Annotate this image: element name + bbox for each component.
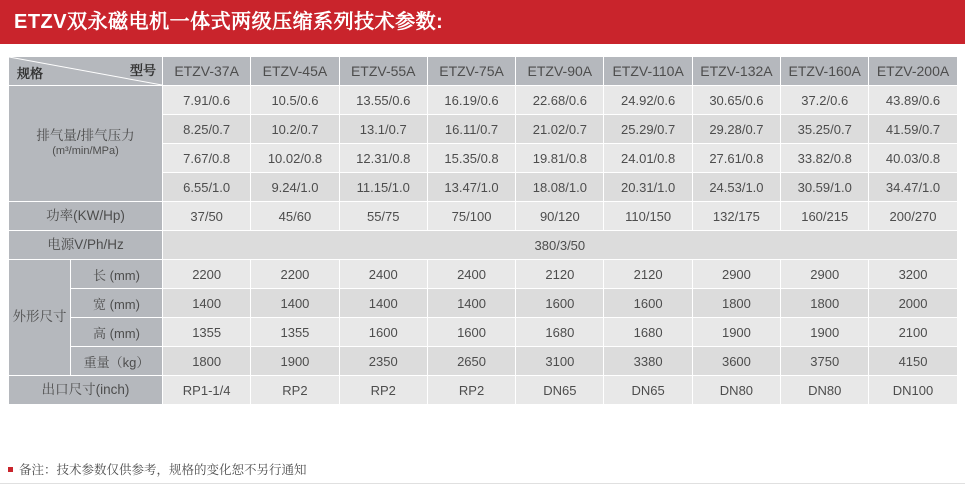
outlet-c5: DN65	[516, 376, 604, 405]
weight-c4: 2650	[427, 347, 515, 376]
height-c3: 1600	[339, 318, 427, 347]
outlet-c7: DN80	[692, 376, 780, 405]
power-c2: 45/60	[251, 202, 339, 231]
power-c1: 37/50	[163, 202, 251, 231]
width-c4: 1400	[427, 289, 515, 318]
row-label-power: 功率(KW/Hp)	[9, 202, 163, 231]
power-c4: 75/100	[427, 202, 515, 231]
corner-header-cell	[9, 57, 163, 86]
width-c9: 2000	[869, 289, 957, 318]
power-c6: 110/150	[604, 202, 692, 231]
capacity-r4-c3: 11.15/1.0	[339, 173, 427, 202]
capacity-r3-c3: 12.31/0.8	[339, 144, 427, 173]
row-label-capacity-unit: (m³/min/MPa)	[52, 145, 119, 158]
length-c5: 2120	[516, 260, 604, 289]
row-label-dimensions-group: 外形尺寸	[9, 260, 71, 376]
capacity-r4-c8: 30.59/1.0	[781, 173, 869, 202]
length-c3: 2400	[339, 260, 427, 289]
outlet-c8: DN80	[781, 376, 869, 405]
row-label-outlet: 出口尺寸(inch)	[9, 376, 163, 405]
height-c1: 1355	[163, 318, 251, 347]
capacity-r3-c8: 33.82/0.8	[781, 144, 869, 173]
model-header-2: ETZV-45A	[251, 57, 339, 86]
outlet-c9: DN100	[869, 376, 957, 405]
width-c3: 1400	[339, 289, 427, 318]
row-label-height: 高 (mm)	[71, 318, 163, 347]
weight-c3: 2350	[339, 347, 427, 376]
height-c5: 1680	[516, 318, 604, 347]
capacity-r4-c1: 6.55/1.0	[163, 173, 251, 202]
capacity-r3-c6: 24.01/0.8	[604, 144, 692, 173]
row-label-power-supply: 电源V/Ph/Hz	[9, 231, 163, 260]
bullet-icon	[8, 467, 13, 472]
outlet-c4: RP2	[427, 376, 515, 405]
weight-c2: 1900	[251, 347, 339, 376]
height-c7: 1900	[692, 318, 780, 347]
model-header-9: ETZV-200A	[869, 57, 957, 86]
row-label-capacity	[9, 86, 163, 202]
capacity-r2-c6: 25.29/0.7	[604, 115, 692, 144]
table-row	[9, 289, 958, 318]
capacity-r1-c5: 22.68/0.6	[516, 86, 604, 115]
height-c4: 1600	[427, 318, 515, 347]
power-supply-value: 380/3/50	[163, 231, 958, 260]
power-c8: 160/215	[781, 202, 869, 231]
outlet-c2: RP2	[251, 376, 339, 405]
outlet-c1: RP1-1/4	[163, 376, 251, 405]
weight-c9: 4150	[869, 347, 957, 376]
capacity-r2-c7: 29.28/0.7	[692, 115, 780, 144]
capacity-r3-c4: 15.35/0.8	[427, 144, 515, 173]
capacity-r4-c6: 20.31/1.0	[604, 173, 692, 202]
width-c6: 1600	[604, 289, 692, 318]
length-c2: 2200	[251, 260, 339, 289]
width-c2: 1400	[251, 289, 339, 318]
footnote	[8, 460, 307, 478]
table-row	[9, 260, 958, 289]
model-header-8: ETZV-160A	[781, 57, 869, 86]
length-c7: 2900	[692, 260, 780, 289]
capacity-r2-c1: 8.25/0.7	[163, 115, 251, 144]
width-c8: 1800	[781, 289, 869, 318]
length-c4: 2400	[427, 260, 515, 289]
length-c8: 2900	[781, 260, 869, 289]
table-row	[9, 231, 958, 260]
capacity-r2-c5: 21.02/0.7	[516, 115, 604, 144]
footnote-text: 备注：技术参数仅供参考，规格的变化恕不另行通知	[19, 463, 307, 477]
capacity-r2-c8: 35.25/0.7	[781, 115, 869, 144]
capacity-r1-c7: 30.65/0.6	[692, 86, 780, 115]
model-header-7: ETZV-132A	[692, 57, 780, 86]
length-c6: 2120	[604, 260, 692, 289]
model-header-5: ETZV-90A	[516, 57, 604, 86]
table-row	[9, 318, 958, 347]
power-c5: 90/120	[516, 202, 604, 231]
capacity-r1-c6: 24.92/0.6	[604, 86, 692, 115]
capacity-r2-c4: 16.11/0.7	[427, 115, 515, 144]
capacity-r4-c9: 34.47/1.0	[869, 173, 957, 202]
model-header-3: ETZV-55A	[339, 57, 427, 86]
row-label-capacity-main: 排气量/排气压力	[36, 128, 135, 144]
weight-c8: 3750	[781, 347, 869, 376]
row-label-width: 宽 (mm)	[71, 289, 163, 318]
capacity-r2-c9: 41.59/0.7	[869, 115, 957, 144]
capacity-r3-c1: 7.67/0.8	[163, 144, 251, 173]
power-c9: 200/270	[869, 202, 957, 231]
power-c7: 132/175	[692, 202, 780, 231]
width-c5: 1600	[516, 289, 604, 318]
weight-c5: 3100	[516, 347, 604, 376]
capacity-r1-c4: 16.19/0.6	[427, 86, 515, 115]
weight-c7: 3600	[692, 347, 780, 376]
weight-c6: 3380	[604, 347, 692, 376]
model-header-4: ETZV-75A	[427, 57, 515, 86]
row-label-weight: 重量（kg）	[71, 347, 163, 376]
capacity-r4-c5: 18.08/1.0	[516, 173, 604, 202]
table-header-row	[9, 57, 958, 86]
capacity-r1-c2: 10.5/0.6	[251, 86, 339, 115]
capacity-r2-c2: 10.2/0.7	[251, 115, 339, 144]
page-title: ETZV双永磁电机一体式两级压缩系列技术参数:	[14, 11, 444, 33]
outlet-c3: RP2	[339, 376, 427, 405]
height-c9: 2100	[869, 318, 957, 347]
bottom-divider	[0, 483, 965, 484]
corner-spec-label: 规格	[17, 66, 44, 81]
weight-c1: 1800	[163, 347, 251, 376]
length-c9: 3200	[869, 260, 957, 289]
row-label-length: 长 (mm)	[71, 260, 163, 289]
capacity-r1-c9: 43.89/0.6	[869, 86, 957, 115]
table-row	[9, 376, 958, 405]
spec-table	[8, 56, 958, 405]
capacity-r1-c3: 13.55/0.6	[339, 86, 427, 115]
height-c8: 1900	[781, 318, 869, 347]
capacity-r4-c2: 9.24/1.0	[251, 173, 339, 202]
capacity-r3-c5: 19.81/0.8	[516, 144, 604, 173]
table-row	[9, 347, 958, 376]
power-c3: 55/75	[339, 202, 427, 231]
model-header-1: ETZV-37A	[163, 57, 251, 86]
corner-model-label: 型号	[129, 63, 156, 78]
capacity-r4-c4: 13.47/1.0	[427, 173, 515, 202]
table-row	[9, 202, 958, 231]
width-c7: 1800	[692, 289, 780, 318]
capacity-r1-c8: 37.2/0.6	[781, 86, 869, 115]
capacity-r4-c7: 24.53/1.0	[692, 173, 780, 202]
title-bar	[0, 0, 965, 44]
capacity-r3-c7: 27.61/0.8	[692, 144, 780, 173]
capacity-r3-c9: 40.03/0.8	[869, 144, 957, 173]
height-c6: 1680	[604, 318, 692, 347]
table-row	[9, 86, 958, 115]
capacity-r3-c2: 10.02/0.8	[251, 144, 339, 173]
model-header-6: ETZV-110A	[604, 57, 692, 86]
spec-table-container	[8, 56, 957, 405]
capacity-r2-c3: 13.1/0.7	[339, 115, 427, 144]
outlet-c6: DN65	[604, 376, 692, 405]
length-c1: 2200	[163, 260, 251, 289]
capacity-r1-c1: 7.91/0.6	[163, 86, 251, 115]
width-c1: 1400	[163, 289, 251, 318]
height-c2: 1355	[251, 318, 339, 347]
